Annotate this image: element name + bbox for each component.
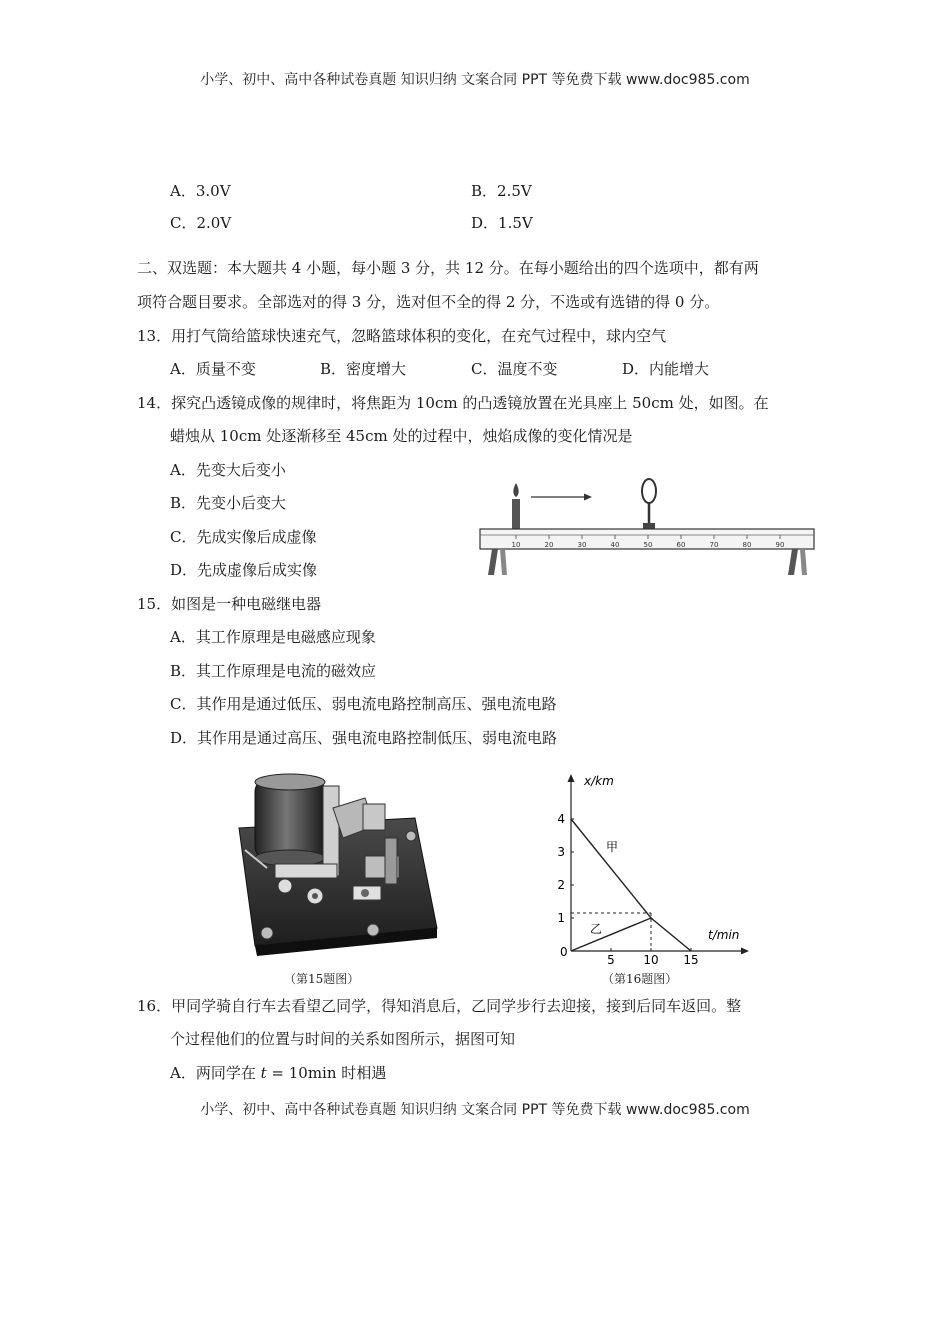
q13-stem: 13．用打气筒给篮球快速充气，忽略篮球体积的变化，在充气过程中，球内空气 [137,327,667,345]
q13-option-a: A．质量不变 [170,360,256,378]
q12-option-c: C．2.0V [170,214,232,232]
bench-leg-right [788,549,807,575]
page-header: 小学、初中、高中各种试卷真题 知识归纳 文案合同 PPT 等免费下载 www.doc985.com [200,72,750,88]
xt-tick-marks [571,819,691,951]
q13-option-c: C．温度不变 [471,360,558,378]
xt-xtick-label: 5 [607,953,615,966]
q16-option-a-var: t [260,1064,267,1082]
bench-tick-label: 40 [610,541,620,549]
convex-lens [642,479,656,529]
q14-option-b: B．先变小后变大 [170,494,287,512]
section2-intro-line2: 项符合题目要求。全部选对的得 3 分，选对但不全的得 2 分，不选或有选错的得 0 分。 [137,293,720,311]
q16-stem-line2: 个过程他们的位置与时间的关系如图所示，据图可知 [170,1030,516,1048]
xt-xlabel: t/min [708,928,740,942]
q15-option-b: B．其工作原理是电流的磁效应 [170,662,377,680]
q14-option-d: D．先成虚像后成实像 [170,561,318,579]
series-line-yi [571,918,651,951]
xt-xtick-label: 10 [643,953,659,966]
page-footer: 小学、初中、高中各种试卷真题 知识归纳 文案合同 PPT 等免费下载 www.doc985.com [200,1102,750,1118]
q16-option-a-post: = 10min 时相遇 [266,1064,387,1082]
q16-option-a-pre: A．两同学在 [170,1064,261,1082]
q14-option-c: C．先成实像后成虚像 [170,528,317,546]
xt-graph [548,768,753,966]
q16-option-a [170,1063,386,1083]
xt-ylabel: x/km [584,774,614,788]
bench-tick-label: 60 [676,541,686,549]
q15-option-d: D．其作用是通过高压、强电流电路控制低压、弱电流电路 [170,729,558,747]
bench-tick-label: 20 [544,541,554,549]
bench-leg-left [488,549,507,575]
q12-option-d: D．1.5V [471,214,533,232]
q13-option-d: D．内能增大 [622,360,710,378]
bench-tick-label: 90 [775,541,785,549]
xt-ytick-label: 2 [557,878,565,892]
bench-tick-label: 10 [511,541,521,549]
xt-ytick-label: 3 [557,845,565,859]
bench-rail [480,529,814,549]
q14-stem-line2: 蜡烛从 10cm 处逐渐移至 45cm 处的过程中，烛焰成像的变化情况是 [170,427,633,445]
series-label-jia: 甲 [606,840,619,854]
bench-tick-label: 30 [577,541,587,549]
q15-option-a: A．其工作原理是电磁感应现象 [170,628,376,646]
optical-bench-figure [476,475,818,581]
q14-option-a: A．先变大后变小 [170,461,286,479]
xt-ytick-label: 1 [557,911,565,925]
bench-tick-label: 80 [742,541,752,549]
q16-figure-caption: （第16题图） [602,972,678,986]
q13-option-b: B．密度增大 [320,360,407,378]
bench-tick-label: 70 [709,541,719,549]
bench-tick-label: 50 [643,541,653,549]
series-label-yi: 乙 [590,922,603,936]
candle [512,483,520,529]
q14-stem-line1: 14．探究凸透镜成像的规律时，将焦距为 10cm 的凸透镜放置在光具座上 50cm 处，如图。在 [137,394,769,412]
q15-stem: 15．如图是一种电磁继电器 [137,595,322,613]
q15-figure-caption: （第15题图） [284,972,360,986]
section2-intro-line1: 二、双选题：本大题共 4 小题，每小题 3 分，共 12 分。在每小题给出的四个选项中，都有两 [137,259,759,277]
xt-xtick-label: 15 [683,953,699,966]
move-arrow [531,494,592,501]
q15-option-c: C．其作用是通过低压、弱电流电路控制高压、强电流电路 [170,695,557,713]
q16-stem-line1: 16．甲同学骑自行车去看望乙同学，得知消息后，乙同学步行去迎接，接到后同车返回。整 [137,997,742,1015]
relay-photo [215,768,445,960]
xt-origin-label: 0 [560,945,568,959]
series-line-jia [571,819,691,951]
q12-option-b: B．2.5V [471,182,532,200]
xt-ytick-label: 4 [557,812,565,826]
q12-option-a: A．3.0V [170,182,231,200]
